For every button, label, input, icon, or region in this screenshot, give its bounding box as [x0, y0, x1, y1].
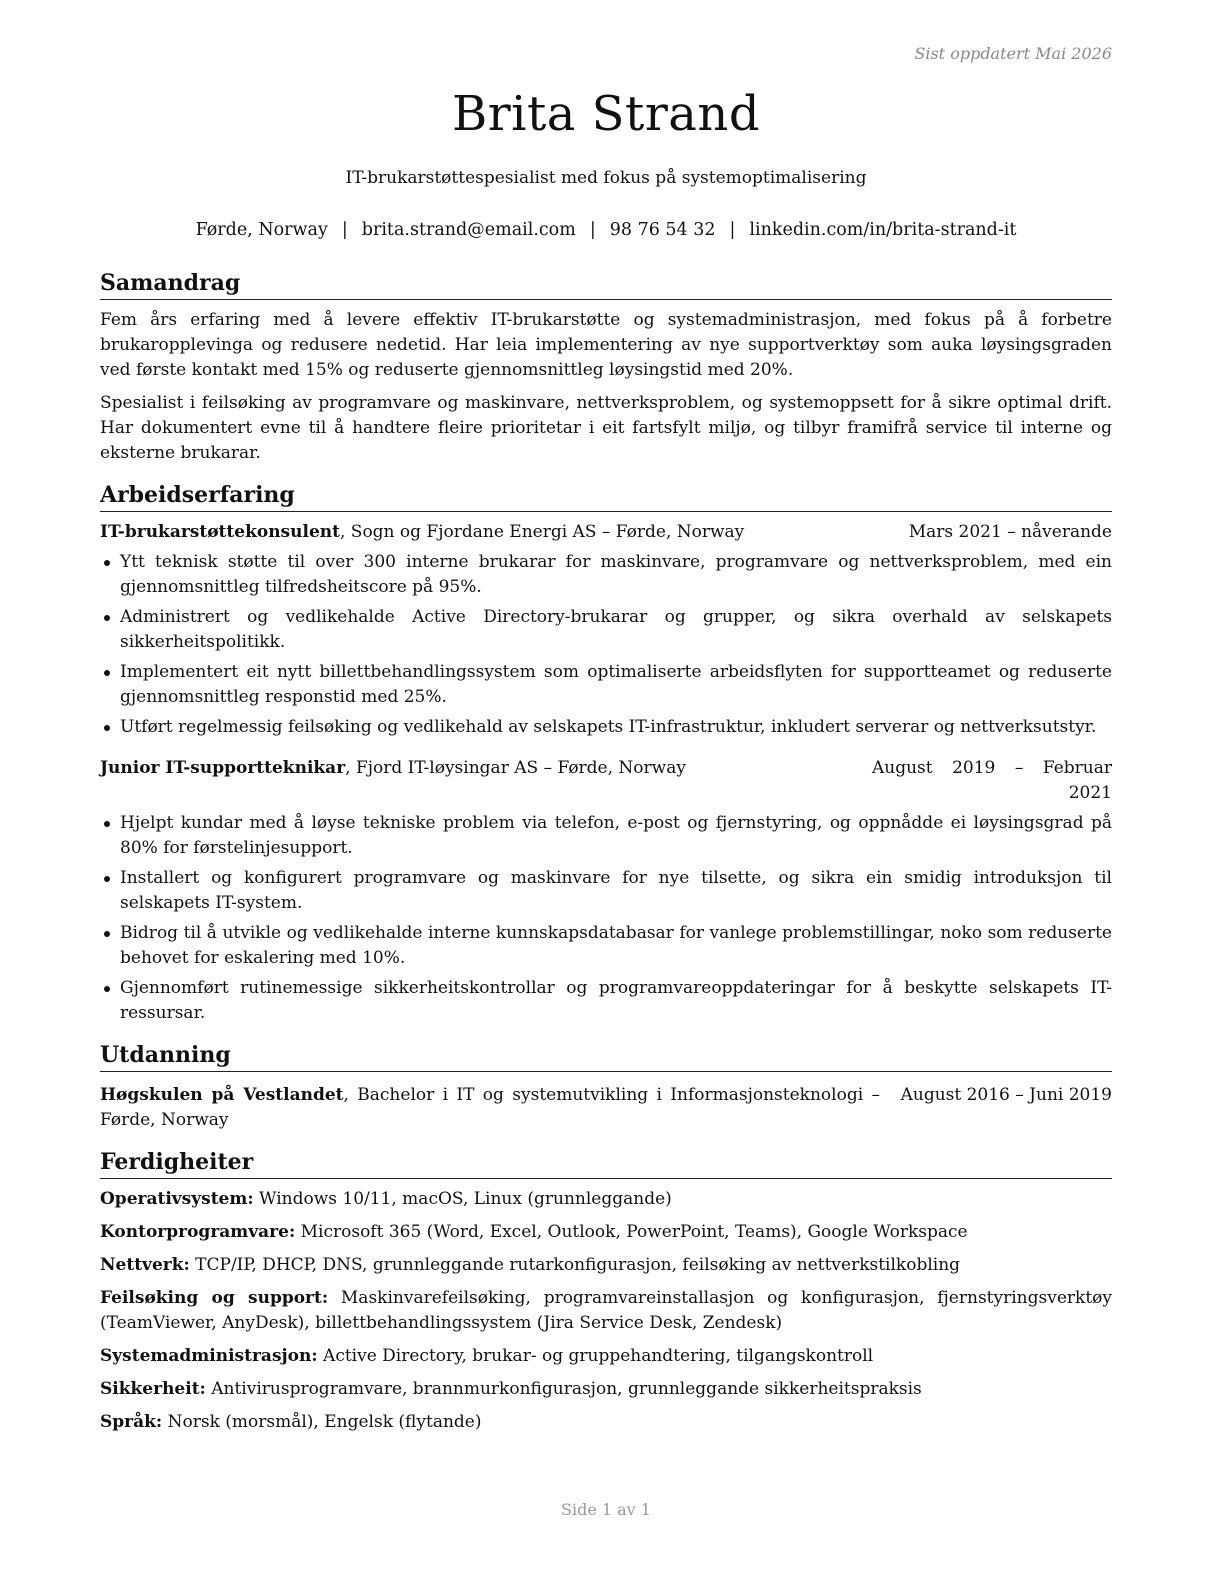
skill-label: Feilsøking og support: [100, 1288, 329, 1308]
job-header [100, 520, 1112, 545]
job-role: IT-brukarstøttekonsulent [100, 522, 340, 542]
skill-label: Operativsystem: [100, 1189, 254, 1209]
contact-email[interactable]: brita.strand@email.com [361, 220, 576, 240]
job-dates: August 2019 – Februar 2021 [872, 758, 1112, 803]
skill-row [100, 1286, 1112, 1336]
job-header [100, 756, 1112, 806]
skill-row [100, 1253, 1112, 1278]
skill-value: Active Directory, brukar- og gruppehandtering, tilgangskontroll [317, 1346, 874, 1366]
list-item: Administrert og vedlikehalde Active Directory-brukarar og grupper, og sikra overhald av selskapets sikkerheitspolitikk. [100, 605, 1112, 655]
tagline: IT-brukarstøttespesialist med fokus på systemoptimalisering [345, 168, 867, 188]
education-dates: August 2016 – Juni 2019 [900, 1085, 1112, 1105]
skill-label: Kontorprogramvare: [100, 1222, 296, 1242]
skill-label: Systemadministrasjon: [100, 1346, 318, 1366]
skill-row [100, 1410, 1112, 1435]
skill-value: Windows 10/11, macOS, Linux (grunnleggande) [253, 1189, 672, 1209]
list-item: Utført regelmessig feilsøking og vedlikehald av selskapets IT-infrastruktur, inkludert serverar og nettverksutstyr. [100, 715, 1112, 740]
job-title-line [100, 756, 686, 806]
summary-paragraph: Fem års erfaring med å levere effektiv IT-brukarstøtte og systemadministrasjon, med fokus på å forbetre brukaropplevinga og redusere nedetid. Har leia implementering av nye supportverktøy som auka løysingsgraden ved første kontakt med 15% og reduserte gjennomsnittleg løysingstid med 20%. [100, 310, 1112, 380]
section-title-education: Utdanning [100, 1040, 1112, 1072]
resume-page [100, 0, 1112, 1584]
summary-paragraph: Spesialist i feilsøking av programvare og maskinvare, nettverksproblem, og systemoppsett for å sikre optimal drift. Har dokumentert evne til å handtere fleire prioritetar i eit fartsfylt miljø, og tilbyr framifrå service til interne og eksterne brukarar. [100, 393, 1112, 463]
education-entry [100, 1083, 1112, 1133]
separator: | [589, 220, 596, 240]
job-employer: , Sogn og Fjordane Energi AS – Førde, Norway [339, 522, 745, 542]
education-section [100, 1040, 1112, 1133]
skill-row [100, 1187, 1112, 1212]
list-item: Hjelpt kundar med å løyse tekniske problem via telefon, e-post og fjernstyring, og oppnådde ei løysingsgrad på 80% for førstelinjesupport. [100, 811, 1112, 861]
job-entry [100, 520, 1112, 740]
contact-location: Førde, Norway [195, 220, 328, 240]
summary-section [100, 268, 1112, 466]
skill-label: Språk: [100, 1412, 163, 1432]
section-title-experience: Arbeidserfaring [100, 480, 1112, 512]
skill-label: Sikkerheit: [100, 1379, 206, 1399]
list-item: Ytt teknisk støtte til over 300 interne brukarar for maskinvare, programvare og nettverksproblem, med ein gjennomsnittleg tilfredsheitscore på 95%. [100, 550, 1112, 600]
job-bullets [100, 550, 1112, 740]
resume-content [100, 268, 1112, 1435]
skill-value: Norsk (morsmål), Engelsk (flytande) [162, 1412, 482, 1432]
list-item: Implementert eit nytt billettbehandlingssystem som optimaliserte arbeidsflyten for supportteamet og reduserte gjennomsnittleg responstid med 25%. [100, 660, 1112, 710]
job-employer: , Fjord IT-løysingar AS – Førde, Norway [345, 758, 686, 778]
skill-value: Maskinvarefeilsøking, programvareinstallasjon og konfigurasjon, fjernstyringsverktøy (TeamViewer, AnyDesk), billettbehandlingssystem (Jira Service Desk, Zendesk) [100, 1288, 1112, 1333]
job-title-line [100, 520, 744, 545]
job-entry [100, 756, 1112, 1026]
skill-value: Microsoft 365 (Word, Excel, Outlook, PowerPoint, Teams), Google Workspace [295, 1222, 968, 1242]
job-role: Junior IT-supportteknikar [100, 758, 346, 778]
skill-value: TCP/IP, DHCP, DNS, grunnleggande rutarkonfigurasjon, feilsøking av nettverkstilkobling [189, 1255, 961, 1275]
list-item: Bidrog til å utvikle og vedlikehalde interne kunnskapsdatabasar for vanlege problemstillingar, noko som reduserte behovet for eskalering med 10%. [100, 921, 1112, 971]
skill-value: Antivirusprogramvare, brannmurkonfigurasjon, grunnleggande sikkerheitspraksis [205, 1379, 922, 1399]
skill-row [100, 1220, 1112, 1245]
candidate-name: Brita Strand [451, 86, 761, 142]
contact-linkedin[interactable]: linkedin.com/in/brita-strand-it [749, 220, 1017, 240]
job-dates: Mars 2021 – nåverande [908, 522, 1112, 542]
contact-line [100, 220, 1112, 240]
skill-row [100, 1377, 1112, 1402]
degree-detail: , Bachelor i IT og systemutvikling i Informasjonsteknologi – Førde, Norway [100, 1085, 880, 1130]
section-title-summary: Samandrag [100, 268, 1112, 300]
list-item: Installert og konfigurert programvare og maskinvare for nye tilsette, og sikra ein smidig introduksjon til selskapets IT-system. [100, 866, 1112, 916]
page-number: Side 1 av 1 [561, 1500, 651, 1519]
section-title-skills: Ferdigheiter [100, 1147, 1112, 1179]
skill-row [100, 1344, 1112, 1369]
skill-label: Nettverk: [100, 1255, 190, 1275]
contact-phone: 98 76 54 32 [609, 220, 716, 240]
skills-section [100, 1147, 1112, 1435]
list-item: Gjennomført rutinemessige sikkerheitskontrollar og programvareoppdateringar for å beskytte selskapets IT-ressursar. [100, 976, 1112, 1026]
experience-section [100, 480, 1112, 1026]
last-updated: Sist oppdatert Mai 2026 [914, 44, 1112, 63]
job-bullets [100, 811, 1112, 1026]
education-line [100, 1083, 880, 1133]
school-name: Høgskulen på Vestlandet [100, 1085, 344, 1105]
separator: | [341, 220, 348, 240]
separator: | [729, 220, 736, 240]
